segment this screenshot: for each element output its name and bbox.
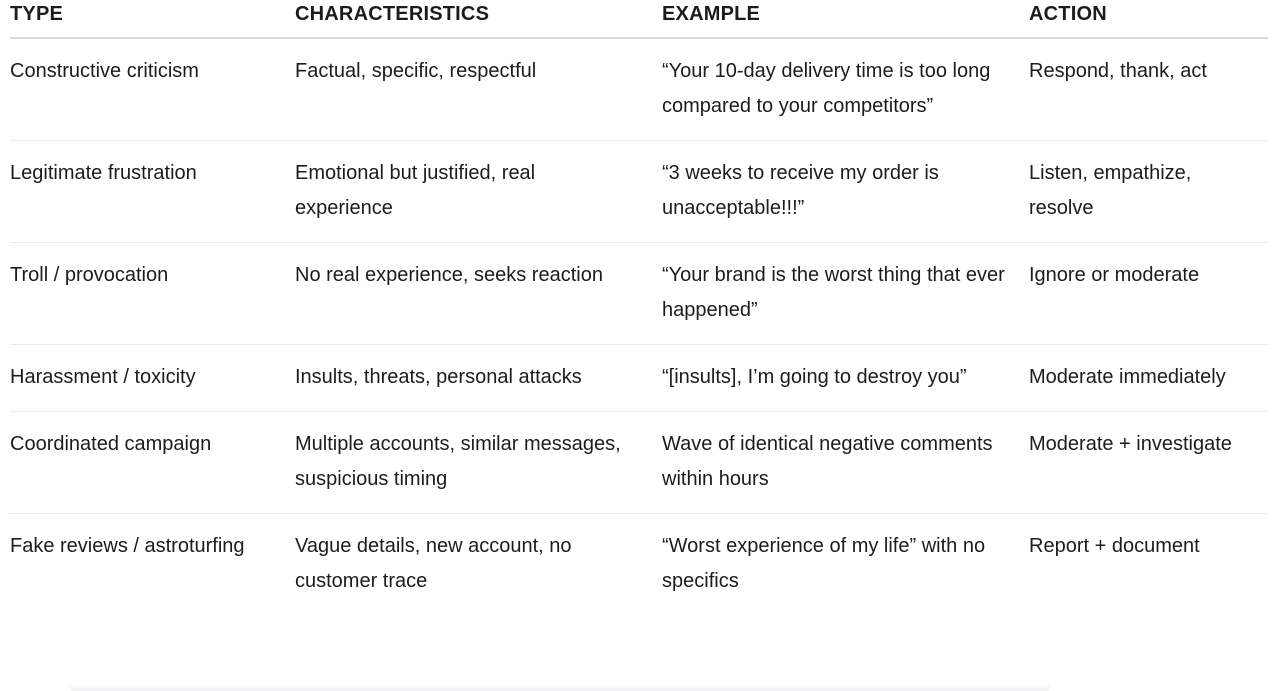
table-row: [10, 345, 1268, 412]
header-characteristics: CHARACTERISTICS: [295, 0, 662, 38]
table-row: [10, 412, 1268, 514]
characteristics-cell: No real experience, seeks reaction: [295, 243, 662, 345]
type-cell: Legitimate frustration: [10, 141, 295, 243]
header-row: [10, 0, 1268, 38]
action-cell: Respond, thank, act: [1029, 38, 1268, 141]
example-cell: “Your 10-day delivery time is too long compared to your competitors”: [662, 38, 1029, 141]
table-row: [10, 141, 1268, 243]
action-cell: Moderate immediately: [1029, 345, 1268, 412]
comment-types-table: [10, 0, 1268, 615]
characteristics-cell: Factual, specific, respectful: [295, 38, 662, 141]
example-cell: “[insults], I’m going to destroy you”: [662, 345, 1029, 412]
example-cell: “3 weeks to receive my order is unacceptable!!!”: [662, 141, 1029, 243]
characteristics-cell: Insults, threats, personal attacks: [295, 345, 662, 412]
characteristics-cell: Vague details, new account, no customer trace: [295, 535, 572, 592]
header-example: EXAMPLE: [662, 0, 1029, 38]
type-cell: Troll / provocation: [10, 243, 295, 345]
table-row: [10, 514, 1268, 616]
action-cell: Listen, empathize, resolve: [1029, 141, 1268, 243]
characteristics-cell: Emotional but justified, real experience: [295, 141, 662, 243]
type-cell: Fake reviews / astroturfing: [10, 535, 245, 557]
table-row: [10, 243, 1268, 345]
table-body: [10, 38, 1268, 615]
table-row: [10, 38, 1268, 141]
type-cell: Coordinated campaign: [10, 412, 295, 514]
header-action: ACTION: [1029, 0, 1268, 38]
example-cell: Wave of identical negative comments within hours: [662, 412, 1029, 514]
action-cell: Report + document: [1029, 535, 1200, 557]
example-cell: “Worst experience of my life” with no specifics: [662, 535, 986, 592]
characteristics-cell: Multiple accounts, similar messages, suspicious timing: [295, 412, 662, 514]
table-header: [10, 0, 1268, 38]
example-cell: “Your brand is the worst thing that ever happened”: [662, 243, 1029, 345]
action-cell: Moderate + investigate: [1029, 412, 1268, 514]
bottom-shadow-divider: [70, 684, 1050, 691]
type-cell: Harassment / toxicity: [10, 345, 295, 412]
type-cell: Constructive criticism: [10, 38, 295, 141]
comment-types-table-container: [10, 0, 1268, 615]
action-cell: Ignore or moderate: [1029, 243, 1268, 345]
header-type: TYPE: [10, 0, 295, 38]
